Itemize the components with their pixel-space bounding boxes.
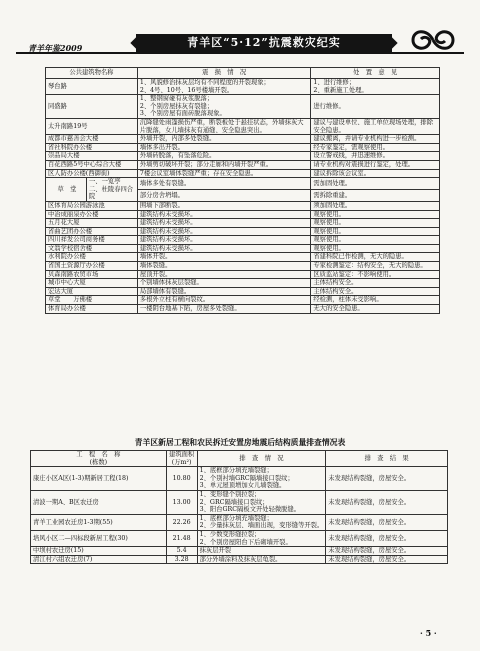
damage-cell: 外墙砖脱落，有坠落危险。	[137, 152, 310, 161]
action-cell: 需拆除重建。	[311, 190, 440, 202]
table-row	[46, 152, 440, 161]
table-row	[46, 296, 440, 305]
building-name-cell	[46, 178, 138, 202]
table-row	[46, 143, 440, 152]
action-cell: 经检测，柱体未受影响。	[311, 296, 440, 305]
damage-cell: 屋顶开裂。	[137, 270, 310, 279]
action-cell: 1、进行维修； 2、重新施工处理。	[311, 79, 440, 95]
area-cell: 10.80	[166, 467, 197, 491]
yearbook-label: 青羊年鉴2009	[28, 43, 83, 53]
building-name-cell: 文翁学校宿舍楼	[46, 244, 138, 253]
building-name-cell: 太升南路19号	[46, 118, 138, 134]
inspection-cell: 抹灰层开裂	[197, 547, 326, 556]
area-cell: 3.28	[166, 555, 197, 564]
result-cell: 未发现结构裂缝，房屋安全。	[326, 547, 448, 556]
building-name-cell: 四川祥发公司商务楼	[46, 236, 138, 245]
building-name-cell: 宏达大厦	[46, 287, 138, 296]
action-cell: 请专业机构对震损进行鉴定，处理。	[311, 160, 440, 169]
inspection-cell: 1、底框部分填充墙裂缝； 2、少量抹灰层、墙面出现，变形缝等开裂。	[197, 514, 326, 530]
table-row	[31, 555, 448, 564]
damage-cell: 1、风貌修治抹灰层均有不同程度的开裂现象； 2、4号、10号、16号楼墙开裂。	[137, 79, 310, 95]
project-header-main: 工 程 名 称	[76, 451, 121, 458]
damage-cell: 外墙开裂，内部多处裂缝。	[137, 135, 310, 144]
inspection-cell: 部分外墙涂料及抹灰层龟裂。	[197, 555, 326, 564]
damage-cell: 建筑结构未受损坏。	[137, 236, 310, 245]
table2-title: 青羊区新居工程和农民拆迁安置房地震后结构质量排查情况表	[134, 438, 346, 447]
table-row	[46, 219, 440, 228]
col-header-project	[31, 451, 167, 467]
action-cell: 主体结构安全。	[311, 279, 440, 288]
col-header-damage: 震 损 情 况	[137, 68, 310, 79]
area-cell: 13.00	[166, 490, 197, 514]
action-cell: 观察使用。	[311, 219, 440, 228]
area-cell: 5.4	[166, 547, 197, 556]
table-row	[46, 305, 440, 314]
table-row	[46, 118, 440, 134]
project-name-cell: 清波一期A、B区农迁房	[31, 490, 167, 514]
col-header-building: 公共建筑物名称	[46, 68, 138, 79]
building-name-cell: 区人防办公楼(西御街)	[46, 169, 138, 178]
table-row	[31, 467, 448, 491]
damage-cell: 墙体多出开裂。	[137, 143, 310, 152]
action-cell: 区质监站鉴定：不影响使用。	[311, 270, 440, 279]
damage-cell: 墙体裂缝。	[137, 262, 310, 271]
table-row	[46, 270, 440, 279]
building-name-cell: 区体育局公园游泳池	[46, 201, 138, 210]
building-name-cell: 省曲艺团办公楼	[46, 227, 138, 236]
action-cell: 观察使用。	[311, 244, 440, 253]
table-row	[46, 201, 440, 210]
damage-cell: 沉降缝处雨篷损伤严重，断裂板处于悬挂状态，外墙抹灰大片脱落，女儿墙抹灰有通缝、安全隐患突出。	[137, 118, 310, 134]
damage-cell: 外墙剪切破坏开裂；部分走廊和内墙开裂严重。	[137, 160, 310, 169]
action-cell: 经专家鉴定，需观察使用。	[311, 143, 440, 152]
table-row	[46, 169, 440, 178]
header-rule	[16, 52, 464, 54]
damage-cell: 个别墙体抹灰层裂缝。	[137, 279, 310, 288]
damage-cell: 建筑结构未受损坏。	[137, 227, 310, 236]
table-header-row	[31, 451, 448, 467]
project-name-cell: 康庄小区A区(1-3)期新居工程(18)	[31, 467, 167, 491]
table-row	[46, 287, 440, 296]
damage-cell: 局部墙体有裂缝。	[137, 287, 310, 296]
page-number: · 5 ·	[420, 628, 437, 638]
action-cell: 设立警戒线，并迅速维修。	[311, 152, 440, 161]
action-cell: 专家检测鉴定：结构安全，无大的隐患。	[311, 262, 440, 271]
banner-title: 青羊区“5·12”抗震救灾纪实	[136, 34, 392, 52]
caotang-sub-1: 一、一览亭	[89, 178, 121, 186]
building-name-cell: 百花西路5号中心综合大楼	[46, 160, 138, 169]
building-name-cell: 贝森南路农贸市场	[46, 270, 138, 279]
public-building-damage-table	[45, 67, 440, 314]
table-row	[46, 279, 440, 288]
table-row	[46, 236, 440, 245]
result-cell: 未发现结构裂缝，房屋安全。	[326, 555, 448, 564]
project-name-cell: 培风小区二—四标段新居工程(30)	[31, 530, 167, 546]
damage-cell: 一楼阴台地基下陷，房屋多处裂缝。	[137, 305, 310, 314]
table-row	[31, 490, 448, 514]
building-name-cell: 水利院办公楼	[46, 253, 138, 262]
caotang-sub-2: 二、杜陵春四合院	[89, 185, 134, 201]
building-name-cell: 五月花大厦	[46, 219, 138, 228]
table-row	[46, 95, 440, 119]
damage-cell: 围墙下部断裂。	[137, 201, 310, 210]
table-row	[46, 227, 440, 236]
result-cell: 未发现结构裂缝，房屋安全。	[326, 530, 448, 546]
building-name-cell: 琴台路	[46, 79, 138, 95]
damage-cell: 部分房舍坍塌。	[137, 190, 310, 202]
action-cell: 观察使用。	[311, 227, 440, 236]
damage-cell: 建筑结构未受损坏。	[137, 210, 310, 219]
damage-cell: 墙体开裂。	[137, 253, 310, 262]
building-name-cell: 省国土资源厅办公楼	[46, 262, 138, 271]
col-header-action: 处 置 意 见	[311, 68, 440, 79]
table-row	[46, 262, 440, 271]
result-cell: 未发现结构裂缝，房屋安全。	[326, 514, 448, 530]
result-cell: 未发现结构裂缝，房屋安全。	[326, 467, 448, 491]
building-name-cell: 体育局办公楼	[46, 305, 138, 314]
table-row	[31, 547, 448, 556]
project-name-cell: 中坝村农迁房(15)	[31, 547, 167, 556]
building-name-cell: 同盛路	[46, 95, 138, 119]
building-name-cell: 中冶成丽泉办公楼	[46, 210, 138, 219]
area-cell: 22.26	[166, 514, 197, 530]
col-header-inspection: 排 查 情 况	[197, 451, 326, 467]
result-cell: 未发现结构裂缝，房屋安全。	[326, 490, 448, 514]
building-name-cell: 城市中心大厦	[46, 279, 138, 288]
action-cell: 须加固处理。	[311, 201, 440, 210]
project-header-sub: (栋数)	[89, 458, 108, 466]
area-header-sub: (万m²)	[171, 458, 192, 466]
building-name-cell: 崇品局大楼	[46, 152, 138, 161]
col-header-result: 排 查 结 果	[326, 451, 448, 467]
area-header-main: 建筑面积	[169, 451, 195, 458]
action-cell: 无大的安全隐患。	[311, 305, 440, 314]
damage-cell: 建筑结构未受损坏。	[137, 219, 310, 228]
housing-inspection-table	[30, 450, 448, 564]
area-cell: 21.48	[166, 530, 197, 546]
inspection-cell: 1、少数变形缝拉裂； 2、个别房屋阳台下后砌墙开裂。	[197, 530, 326, 546]
project-name-cell: 青羊工业园农迁房1-3期(55)	[31, 514, 167, 530]
caotang-label: 草 堂	[57, 185, 77, 193]
action-cell: 省建科院已作检测，无大的隐患。	[311, 253, 440, 262]
table-row	[46, 135, 440, 144]
damage-cell: 建筑结构未受损坏。	[137, 244, 310, 253]
table-row	[46, 178, 440, 190]
damage-cell: 墙体多处有裂缝。	[137, 178, 310, 190]
inspection-cell: 1、变形缝个别拉裂； 2、GRC隔墙接口裂纹； 3、阳台GRC隔板文开处轻微脱缝。	[197, 490, 326, 514]
action-cell: 进行维修。	[311, 95, 440, 119]
building-name-cell: 草堂 万佛楼	[46, 296, 138, 305]
action-cell: 主体结构安全。	[311, 287, 440, 296]
action-cell: 建议搬离，并请专业机构进一步检测。	[311, 135, 440, 144]
damage-cell: 1、整钢窗碰有灰浆脱落； 2、个别房屋抹灰有裂缝； 3、个别房屋有面砖脱落现象。	[137, 95, 310, 119]
table-row	[46, 244, 440, 253]
action-cell: 观察使用。	[311, 210, 440, 219]
table-row	[46, 160, 440, 169]
damage-cell: 7楼会议室墙体裂缝严重；存在安全隐患。	[137, 169, 310, 178]
project-name-cell: 清江村六组农迁房(7)	[31, 555, 167, 564]
building-name-cell: 成都市慈善会大楼	[46, 135, 138, 144]
table-row	[31, 514, 448, 530]
table-row	[46, 210, 440, 219]
action-cell: 观察使用。	[311, 236, 440, 245]
action-cell: 建议拆除该会议室。	[311, 169, 440, 178]
table-row	[46, 79, 440, 95]
table-header-row	[46, 68, 440, 79]
page-header	[0, 0, 480, 52]
action-cell: 需加固处理。	[311, 178, 440, 190]
damage-cell: 多根外立柱有横向裂纹。	[137, 296, 310, 305]
table-row	[46, 253, 440, 262]
building-name-cell: 省社科院办公楼	[46, 143, 138, 152]
col-header-area	[166, 451, 197, 467]
inspection-cell: 1、底框部分填充墙裂缝； 2、个别衬墙GRC隔墙接口裂纹； 3、单元屋顶增加女儿墙裂缝。	[197, 467, 326, 491]
action-cell: 建议与建设单位、施工单位现场处理，排除安全隐患。	[311, 118, 440, 134]
table-row	[31, 530, 448, 546]
